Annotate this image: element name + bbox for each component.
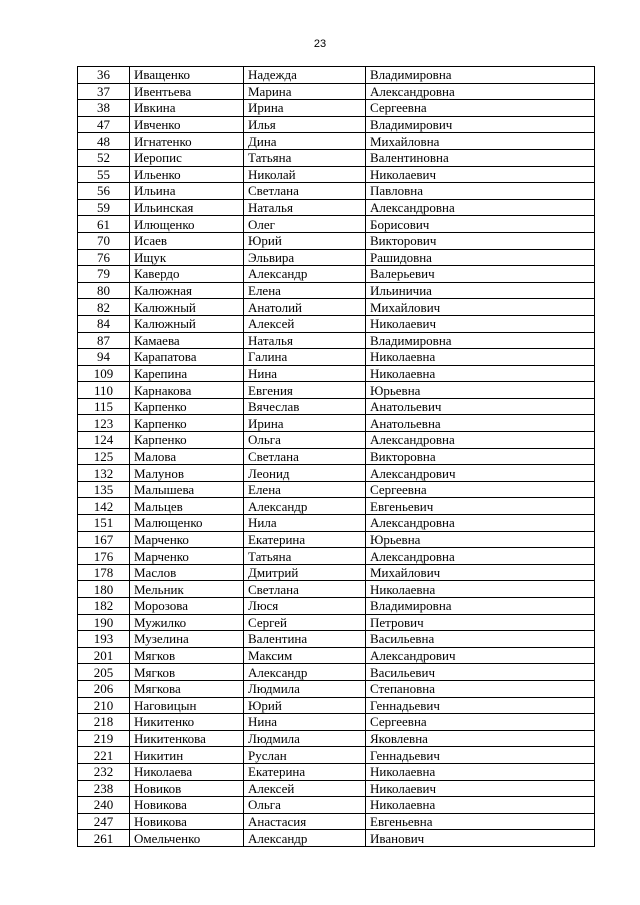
first-name-cell: Наталья (244, 199, 366, 216)
first-name-cell: Ольга (244, 797, 366, 814)
first-name-cell: Александр (244, 830, 366, 847)
row-number-cell: 247 (78, 813, 130, 830)
table-row (78, 515, 595, 532)
row-number-cell: 135 (78, 481, 130, 498)
row-number-cell: 218 (78, 714, 130, 731)
patronymic-cell: Александровна (366, 83, 595, 100)
surname-cell: Мягков (130, 647, 244, 664)
table-row (78, 365, 595, 382)
surname-cell: Карпенко (130, 415, 244, 432)
table-row (78, 166, 595, 183)
table-row (78, 714, 595, 731)
first-name-cell: Светлана (244, 183, 366, 200)
table-row (78, 232, 595, 249)
surname-cell: Карапатова (130, 349, 244, 366)
surname-cell: Николаева (130, 763, 244, 780)
table-row (78, 664, 595, 681)
surname-cell: Камаева (130, 332, 244, 349)
surname-cell: Омельченко (130, 830, 244, 847)
surname-cell: Малышева (130, 481, 244, 498)
row-number-cell: 76 (78, 249, 130, 266)
table-row (78, 465, 595, 482)
first-name-cell: Алексей (244, 315, 366, 332)
row-number-cell: 193 (78, 631, 130, 648)
row-number-cell: 37 (78, 83, 130, 100)
surname-cell: Иващенко (130, 67, 244, 84)
first-name-cell: Татьяна (244, 548, 366, 565)
table-row (78, 199, 595, 216)
surname-cell: Карепина (130, 365, 244, 382)
patronymic-cell: Рашидовна (366, 249, 595, 266)
surname-cell: Никитенкова (130, 730, 244, 747)
patronymic-cell: Сергеевна (366, 100, 595, 117)
table-row (78, 780, 595, 797)
table-row (78, 747, 595, 764)
patronymic-cell: Александрович (366, 647, 595, 664)
surname-cell: Малющенко (130, 515, 244, 532)
patronymic-cell: Александровна (366, 199, 595, 216)
first-name-cell: Максим (244, 647, 366, 664)
first-name-cell: Нина (244, 365, 366, 382)
first-name-cell: Олег (244, 216, 366, 233)
row-number-cell: 94 (78, 349, 130, 366)
patronymic-cell: Александровна (366, 432, 595, 449)
table-row (78, 282, 595, 299)
first-name-cell: Юрий (244, 232, 366, 249)
surname-cell: Карпенко (130, 398, 244, 415)
table-row (78, 415, 595, 432)
surname-cell: Карнакова (130, 382, 244, 399)
patronymic-cell: Сергеевна (366, 481, 595, 498)
row-number-cell: 221 (78, 747, 130, 764)
row-number-cell: 70 (78, 232, 130, 249)
first-name-cell: Евгения (244, 382, 366, 399)
surname-cell: Иеропис (130, 149, 244, 166)
first-name-cell: Николай (244, 166, 366, 183)
first-name-cell: Илья (244, 116, 366, 133)
row-number-cell: 205 (78, 664, 130, 681)
surname-cell: Марченко (130, 531, 244, 548)
row-number-cell: 142 (78, 498, 130, 515)
surname-cell: Музелина (130, 631, 244, 648)
row-number-cell: 87 (78, 332, 130, 349)
patronymic-cell: Евгеньевич (366, 498, 595, 515)
first-name-cell: Руслан (244, 747, 366, 764)
surname-cell: Карпенко (130, 432, 244, 449)
patronymic-cell: Николаевна (366, 797, 595, 814)
row-number-cell: 240 (78, 797, 130, 814)
surname-cell: Наговицын (130, 697, 244, 714)
patronymic-cell: Евгеньевна (366, 813, 595, 830)
surname-cell: Ивченко (130, 116, 244, 133)
table-row (78, 432, 595, 449)
table-row (78, 266, 595, 283)
row-number-cell: 38 (78, 100, 130, 117)
row-number-cell: 182 (78, 598, 130, 615)
table-row (78, 697, 595, 714)
surname-cell: Кавердо (130, 266, 244, 283)
surname-cell: Илющенко (130, 216, 244, 233)
table-row (78, 548, 595, 565)
table-row (78, 315, 595, 332)
first-name-cell: Екатерина (244, 763, 366, 780)
patronymic-cell: Иванович (366, 830, 595, 847)
first-name-cell: Анастасия (244, 813, 366, 830)
first-name-cell: Елена (244, 282, 366, 299)
first-name-cell: Светлана (244, 448, 366, 465)
table-row (78, 349, 595, 366)
first-name-cell: Нила (244, 515, 366, 532)
patronymic-cell: Николаевна (366, 365, 595, 382)
table-row (78, 481, 595, 498)
patronymic-cell: Александровна (366, 548, 595, 565)
patronymic-cell: Владимировна (366, 332, 595, 349)
patronymic-cell: Юрьевна (366, 382, 595, 399)
row-number-cell: 48 (78, 133, 130, 150)
patronymic-cell: Александровна (366, 515, 595, 532)
row-number-cell: 80 (78, 282, 130, 299)
patronymic-cell: Владимировна (366, 598, 595, 615)
row-number-cell: 238 (78, 780, 130, 797)
patronymic-cell: Викторович (366, 232, 595, 249)
patronymic-cell: Васильевна (366, 631, 595, 648)
patronymic-cell: Николаевич (366, 780, 595, 797)
row-number-cell: 115 (78, 398, 130, 415)
surname-cell: Калюжная (130, 282, 244, 299)
table-row (78, 398, 595, 415)
table-row (78, 299, 595, 316)
surname-cell: Исаев (130, 232, 244, 249)
patronymic-cell: Владимировна (366, 67, 595, 84)
table-row (78, 581, 595, 598)
first-name-cell: Людмила (244, 730, 366, 747)
first-name-cell: Люся (244, 598, 366, 615)
table-row (78, 813, 595, 830)
table-row (78, 448, 595, 465)
row-number-cell: 151 (78, 515, 130, 532)
patronymic-cell: Петрович (366, 614, 595, 631)
first-name-cell: Галина (244, 349, 366, 366)
patronymic-cell: Михайловна (366, 133, 595, 150)
first-name-cell: Людмила (244, 680, 366, 697)
patronymic-cell: Николаевич (366, 315, 595, 332)
patronymic-cell: Борисович (366, 216, 595, 233)
row-number-cell: 167 (78, 531, 130, 548)
surname-cell: Малова (130, 448, 244, 465)
table-row (78, 631, 595, 648)
row-number-cell: 176 (78, 548, 130, 565)
row-number-cell: 47 (78, 116, 130, 133)
surname-cell: Никитин (130, 747, 244, 764)
table-row (78, 216, 595, 233)
roster-table (77, 66, 595, 847)
patronymic-cell: Анатольевна (366, 415, 595, 432)
patronymic-cell: Николаевна (366, 349, 595, 366)
surname-cell: Мягкова (130, 680, 244, 697)
row-number-cell: 261 (78, 830, 130, 847)
surname-cell: Малунов (130, 465, 244, 482)
surname-cell: Никитенко (130, 714, 244, 731)
first-name-cell: Сергей (244, 614, 366, 631)
surname-cell: Мельник (130, 581, 244, 598)
first-name-cell: Дмитрий (244, 564, 366, 581)
patronymic-cell: Николаевна (366, 763, 595, 780)
table-row (78, 100, 595, 117)
row-number-cell: 201 (78, 647, 130, 664)
row-number-cell: 59 (78, 199, 130, 216)
surname-cell: Морозова (130, 598, 244, 615)
first-name-cell: Нина (244, 714, 366, 731)
patronymic-cell: Геннадьевич (366, 697, 595, 714)
patronymic-cell: Владимирович (366, 116, 595, 133)
first-name-cell: Анатолий (244, 299, 366, 316)
patronymic-cell: Анатольевич (366, 398, 595, 415)
surname-cell: Маслов (130, 564, 244, 581)
patronymic-cell: Николаевна (366, 581, 595, 598)
table-row (78, 382, 595, 399)
table-row (78, 564, 595, 581)
table-row (78, 598, 595, 615)
patronymic-cell: Яковлевна (366, 730, 595, 747)
table-row (78, 797, 595, 814)
patronymic-cell: Александрович (366, 465, 595, 482)
roster-table-body (78, 67, 595, 847)
table-row (78, 332, 595, 349)
first-name-cell: Александр (244, 664, 366, 681)
row-number-cell: 110 (78, 382, 130, 399)
surname-cell: Новиков (130, 780, 244, 797)
row-number-cell: 36 (78, 67, 130, 84)
surname-cell: Ивентьева (130, 83, 244, 100)
table-row (78, 763, 595, 780)
patronymic-cell: Валерьевич (366, 266, 595, 283)
row-number-cell: 109 (78, 365, 130, 382)
first-name-cell: Татьяна (244, 149, 366, 166)
first-name-cell: Алексей (244, 780, 366, 797)
surname-cell: Мужилко (130, 614, 244, 631)
surname-cell: Новикова (130, 797, 244, 814)
row-number-cell: 61 (78, 216, 130, 233)
first-name-cell: Валентина (244, 631, 366, 648)
row-number-cell: 206 (78, 680, 130, 697)
patronymic-cell: Михайлович (366, 299, 595, 316)
patronymic-cell: Павловна (366, 183, 595, 200)
surname-cell: Марченко (130, 548, 244, 565)
row-number-cell: 55 (78, 166, 130, 183)
row-number-cell: 56 (78, 183, 130, 200)
patronymic-cell: Степановна (366, 680, 595, 697)
surname-cell: Ильинская (130, 199, 244, 216)
first-name-cell: Леонид (244, 465, 366, 482)
table-row (78, 680, 595, 697)
patronymic-cell: Геннадьевич (366, 747, 595, 764)
table-row (78, 133, 595, 150)
first-name-cell: Елена (244, 481, 366, 498)
row-number-cell: 132 (78, 465, 130, 482)
first-name-cell: Надежда (244, 67, 366, 84)
surname-cell: Новикова (130, 813, 244, 830)
first-name-cell: Ирина (244, 100, 366, 117)
row-number-cell: 79 (78, 266, 130, 283)
row-number-cell: 123 (78, 415, 130, 432)
patronymic-cell: Сергеевна (366, 714, 595, 731)
row-number-cell: 82 (78, 299, 130, 316)
table-row (78, 116, 595, 133)
table-row (78, 249, 595, 266)
surname-cell: Калюжный (130, 299, 244, 316)
patronymic-cell: Валентиновна (366, 149, 595, 166)
row-number-cell: 84 (78, 315, 130, 332)
first-name-cell: Эльвира (244, 249, 366, 266)
surname-cell: Ильина (130, 183, 244, 200)
first-name-cell: Ольга (244, 432, 366, 449)
table-row (78, 531, 595, 548)
table-row (78, 149, 595, 166)
first-name-cell: Светлана (244, 581, 366, 598)
page-number: 23 (313, 38, 327, 50)
first-name-cell: Александр (244, 498, 366, 515)
surname-cell: Ильенко (130, 166, 244, 183)
surname-cell: Игнатенко (130, 133, 244, 150)
row-number-cell: 232 (78, 763, 130, 780)
row-number-cell: 124 (78, 432, 130, 449)
row-number-cell: 125 (78, 448, 130, 465)
surname-cell: Ивкина (130, 100, 244, 117)
first-name-cell: Дина (244, 133, 366, 150)
first-name-cell: Юрий (244, 697, 366, 714)
row-number-cell: 219 (78, 730, 130, 747)
table-row (78, 730, 595, 747)
surname-cell: Мальцев (130, 498, 244, 515)
patronymic-cell: Михайлович (366, 564, 595, 581)
surname-cell: Ищук (130, 249, 244, 266)
patronymic-cell: Викторовна (366, 448, 595, 465)
patronymic-cell: Юрьевна (366, 531, 595, 548)
first-name-cell: Наталья (244, 332, 366, 349)
row-number-cell: 180 (78, 581, 130, 598)
first-name-cell: Вячеслав (244, 398, 366, 415)
surname-cell: Мягков (130, 664, 244, 681)
table-row (78, 183, 595, 200)
patronymic-cell: Николаевич (366, 166, 595, 183)
first-name-cell: Александр (244, 266, 366, 283)
patronymic-cell: Ильиничиа (366, 282, 595, 299)
table-row (78, 67, 595, 84)
table-row (78, 614, 595, 631)
table-row (78, 830, 595, 847)
table-row (78, 498, 595, 515)
row-number-cell: 52 (78, 149, 130, 166)
surname-cell: Калюжный (130, 315, 244, 332)
first-name-cell: Марина (244, 83, 366, 100)
first-name-cell: Ирина (244, 415, 366, 432)
patronymic-cell: Васильевич (366, 664, 595, 681)
row-number-cell: 210 (78, 697, 130, 714)
table-row (78, 83, 595, 100)
row-number-cell: 178 (78, 564, 130, 581)
first-name-cell: Екатерина (244, 531, 366, 548)
row-number-cell: 190 (78, 614, 130, 631)
table-row (78, 647, 595, 664)
